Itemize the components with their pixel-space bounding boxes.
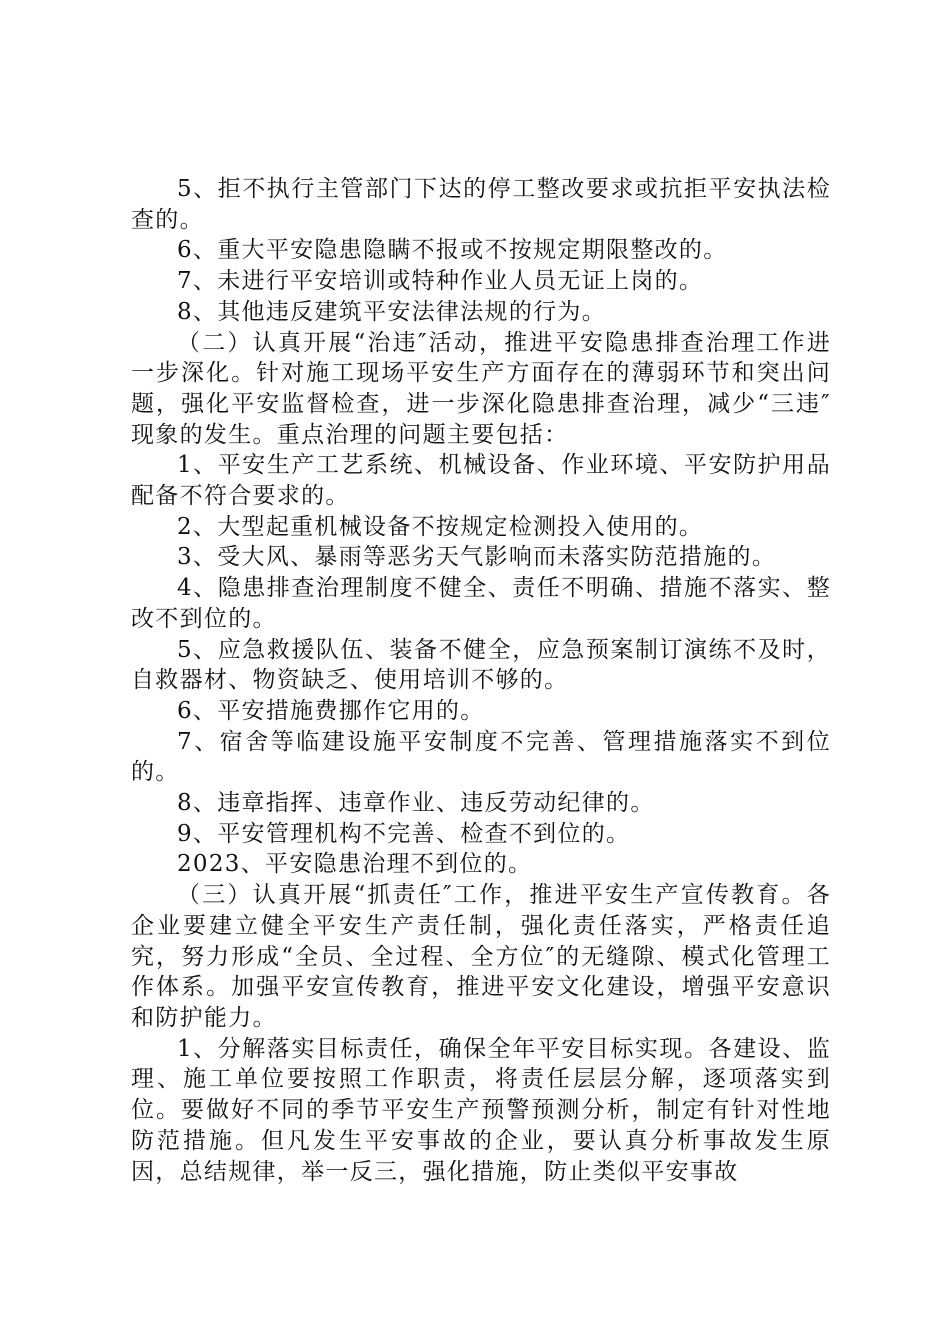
- section-heading-3: （三）认真开展“抓责任″工作，推进平安生产宣传教育。各企业要建立健全平安生产责任制，强化责任落实，严格责任追究，努力形成“全员、全过程、全方位″的无缝隙、模式化管理工作体系。加强平安宣传教育，推进平安文化建设，增强平安意识和防护能力。: [131, 882, 831, 1031]
- paragraph-item-8-other-violations: 8、其他违反建筑平安法律法规的行为。: [177, 298, 607, 325]
- paragraph-item-4-hazard-system: 4、隐患排查治理制度不健全、责任不明确、措施不落实、整改不到位的。: [131, 575, 831, 632]
- paragraph-item-9-management: 9、平安管理机构不完善、检查不到位的。: [177, 820, 631, 847]
- paragraph-item-1-responsibility: 1、分解落实目标责任，确保全年平安目标实现。各建设、监理、施工单位要按照工作职责，将责任层层分解，逐项落实到位。要做好不同的季节平安生产预警预测分析，制定有针对性地防范措施。但凡发生平安事故的企业，要认真分析事故发生原因，总结规律，举一反三，强化措施，防止类似平安事故: [131, 1035, 831, 1185]
- paragraph-item-8-illegal-command: 8、违章指挥、违章作业、违反劳动纪律的。: [177, 790, 655, 817]
- section-heading-2: （二）认真开展“治违″活动，推进平安隐患排查治理工作进一步深化。针对施工现场平安生产方面存在的薄弱环节和突出问题，强化平安监督检查，进一步深化隐患排查治理，减少“三违″现象的发生。重点治理的问题主要包括：: [131, 329, 831, 448]
- paragraph-item-1-equipment: 1、平安生产工艺系统、机械设备、作业环境、平安防护用品配备不符合要求的。: [131, 452, 831, 510]
- paragraph-item-6-funds: 6、平安措施费挪作它用的。: [177, 697, 485, 724]
- paragraph-item-3-weather: 3、受大风、暴雨等恶劣天气影响而未落实防范措施的。: [177, 544, 777, 571]
- paragraph-item-2-cranes: 2、大型起重机械设备不按规定检测投入使用的。: [177, 513, 704, 540]
- paragraph-item-5-emergency: 5、应急救援队伍、装备不健全，应急预案制订演练不及时，自救器材、物资缺乏、使用培训不够的。: [131, 636, 831, 694]
- paragraph-item-6-hidden-hazards: 6、重大平安隐患隐瞒不报或不按规定期限整改的。: [177, 237, 728, 264]
- paragraph-item-10-hazard-control: 2023、平安隐患治理不到位的。: [177, 851, 533, 878]
- document-page: [131, 174, 831, 1187]
- paragraph-item-7-dormitory: 7、宿舍等临建设施平安制度不完善、管理措施落实不到位的。: [131, 728, 831, 786]
- paragraph-item-5-refuse-rectification: 5、拒不执行主管部门下达的停工整改要求或抗拒平安执法检查的。: [131, 176, 831, 233]
- paragraph-item-7-no-training: 7、未进行平安培训或特种作业人员无证上岗的。: [177, 268, 704, 295]
